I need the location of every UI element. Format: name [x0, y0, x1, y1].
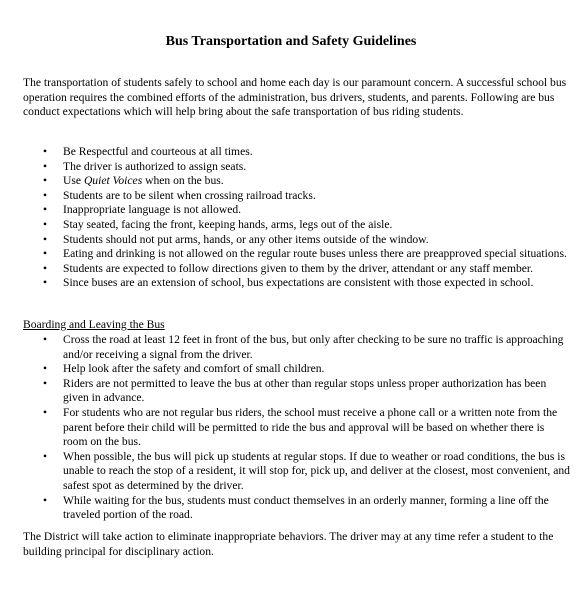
list-item-text: Inappropriate language is not allowed. — [63, 203, 242, 217]
list-item — [23, 233, 571, 248]
boarding-list — [23, 333, 571, 523]
bullet-icon: • — [43, 276, 48, 290]
list-item-text: Students are expected to follow directions given to them by the driver, attendant or any staff member. — [63, 261, 534, 275]
bullet-icon: • — [43, 362, 48, 376]
list-item-emphasis: Quiet Voices — [83, 174, 143, 188]
list-item-text-suffix: when on the bus. — [142, 174, 224, 188]
list-item-text-prefix: Use — [63, 174, 84, 188]
list-item — [23, 160, 571, 175]
list-item-text: Eating and drinking is not allowed on the regular route buses unless there are preapproved special situations. — [63, 247, 567, 261]
bullet-icon: • — [43, 188, 48, 202]
list-item — [23, 189, 571, 204]
list-item — [23, 377, 571, 406]
bullet-icon: • — [43, 449, 48, 463]
bullet-icon: • — [43, 261, 48, 275]
boarding-section-heading: Boarding and Leaving the Bus — [23, 318, 165, 331]
document-title: Bus Transportation and Safety Guidelines — [165, 34, 417, 49]
list-item-text: Students should not put arms, hands, or any other items outside of the window. — [63, 232, 429, 246]
list-item — [23, 203, 571, 218]
list-item — [23, 218, 571, 233]
bullet-icon: • — [43, 145, 48, 158]
list-item — [23, 494, 571, 523]
expectations-list — [23, 145, 571, 291]
bullet-icon: • — [43, 405, 48, 419]
list-item-text: Since buses are an extension of school, bus expectations are consistent with those expected in school. — [63, 276, 534, 290]
list-item — [23, 362, 571, 377]
bullet-icon: • — [43, 174, 48, 188]
bullet-icon: • — [43, 232, 48, 246]
bullet-icon: • — [43, 376, 48, 390]
bullet-icon: • — [43, 493, 48, 507]
list-item-text: Help look after the safety and comfort of small children. — [63, 362, 325, 376]
list-item — [23, 333, 571, 362]
bullet-icon: • — [43, 333, 48, 346]
list-item — [23, 247, 571, 262]
list-item — [23, 406, 571, 450]
list-item-text: The driver is authorized to assign seats. — [63, 159, 247, 173]
bullet-icon: • — [43, 159, 48, 173]
list-item-text: When possible, the bus will pick up students at regular stops. If due to weather or road conditions, the bus is unable to reach the stop of a resident, it will stop for, pick up, and deliver at the closest, most convenient, and safest spot as determined by the driver. — [63, 449, 570, 492]
list-item — [23, 276, 571, 291]
bullet-icon: • — [43, 247, 48, 261]
list-item-text: Be Respectful and courteous at all times. — [63, 145, 253, 158]
intro-paragraph: The transportation of students safely to school and home each day is our paramount concern. A successful school bus operation requires the combined efforts of the administration, bus drivers, students, and parents. Following are bus conduct expectations which will help bring about the safe transportation of bus riding students. — [23, 76, 567, 119]
list-item-text: Cross the road at least 12 feet in front of the bus, but only after checking to be sure no traffic is approaching and/or receiving a signal from the driver. — [63, 333, 564, 361]
closing-paragraph: The District will take action to eliminate inappropriate behaviors. The driver may at any time refer a student to the building principal for disciplinary action. — [23, 530, 554, 558]
list-item-text: Stay seated, facing the front, keeping hands, arms, legs out of the aisle. — [63, 217, 393, 231]
bullet-icon: • — [43, 203, 48, 217]
list-item — [23, 262, 571, 277]
list-item — [23, 450, 571, 494]
list-item-text: Students are to be silent when crossing railroad tracks. — [63, 188, 316, 202]
list-item-text: While waiting for the bus, students must conduct themselves in an orderly manner, forming a line off the traveled portion of the road. — [63, 493, 549, 522]
list-item — [23, 174, 571, 189]
list-item-text: For students who are not regular bus riders, the school must receive a phone call or a written note from the parent before their child will be permitted to ride the bus and approval will be based on whether there is room on the bus. — [63, 405, 558, 449]
bullet-icon: • — [43, 217, 48, 231]
list-item — [23, 145, 571, 160]
list-item-text: Riders are not permitted to leave the bus at other than regular stops unless proper authorization has been given in advance. — [63, 376, 547, 405]
